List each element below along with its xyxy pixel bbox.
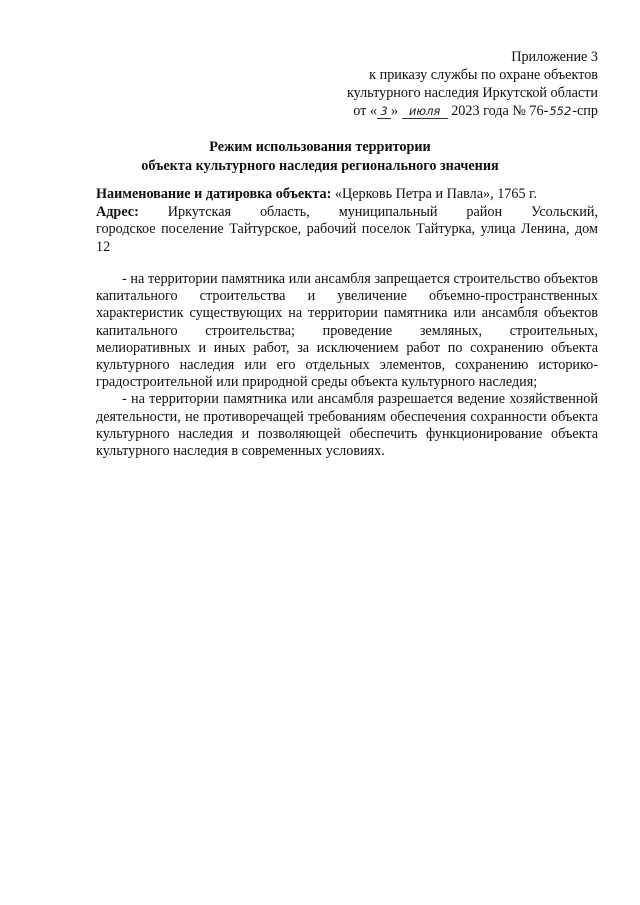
address-first-line	[96, 204, 598, 222]
title-line-2: объекта культурного наследия регионального значения	[141, 158, 499, 174]
address-word: район	[466, 203, 503, 220]
date-mid: »	[391, 103, 399, 119]
appendix-header	[347, 48, 598, 120]
object-name-value: «Церковь Петра и Павла», 1765 г.	[334, 186, 537, 202]
address-label: Адрес:	[96, 203, 139, 220]
address-word: область,	[259, 203, 310, 220]
handwritten-month: июля	[402, 105, 448, 119]
date-prefix: от «	[353, 103, 377, 119]
object-name-row	[96, 186, 598, 204]
document-title	[0, 138, 640, 176]
regime-text	[96, 271, 598, 460]
permission-paragraph: - на территории памятника или ансамбля разрешается ведение хозяйственной деятельности, не противоречащей требованиям обеспечения сохранности объекта культурного наследия и позволяющей обеспечить функционирование объекта культурного наследия в современных условиях.	[96, 391, 598, 460]
address-word: Иркутская	[167, 203, 232, 220]
prohibition-paragraph: - на территории памятника или ансамбля запрещается строительство объектов капитального строительства и увеличение объемно-пространственных характеристик существующих на территории памятника или ансамбля объектов капитального строительства; проведение земляных, строительных, мелиоративных и иных работ, за исключением работ по сохранению объекта культурного наследия или его отдельных элементов, сохранению историко-градостроительной или природной среды объекта культурного наследия;	[96, 271, 598, 391]
object-name-label: Наименование и датировка объекта:	[96, 186, 332, 202]
title-line-1: Режим использования территории	[209, 139, 431, 155]
handwritten-day: 3	[377, 105, 391, 119]
address-word: муниципальный	[338, 203, 438, 220]
address-word: Усольский,	[530, 203, 598, 220]
address-continuation: городское поселение Тайтурское, рабочий поселок Тайтурка, улица Ленина, дом 12	[96, 221, 598, 255]
appendix-date-line	[347, 102, 598, 120]
object-info	[96, 186, 598, 256]
appendix-authority: культурного наследия Иркутской области	[346, 85, 598, 101]
date-suffix: 2023 года № 76-	[451, 103, 549, 119]
order-number-suffix: -спр	[572, 103, 598, 119]
appendix-number: Приложение 3	[511, 49, 598, 65]
appendix-order-ref: к приказу службы по охране объектов	[369, 67, 598, 83]
handwritten-order-number: 552	[549, 104, 572, 118]
